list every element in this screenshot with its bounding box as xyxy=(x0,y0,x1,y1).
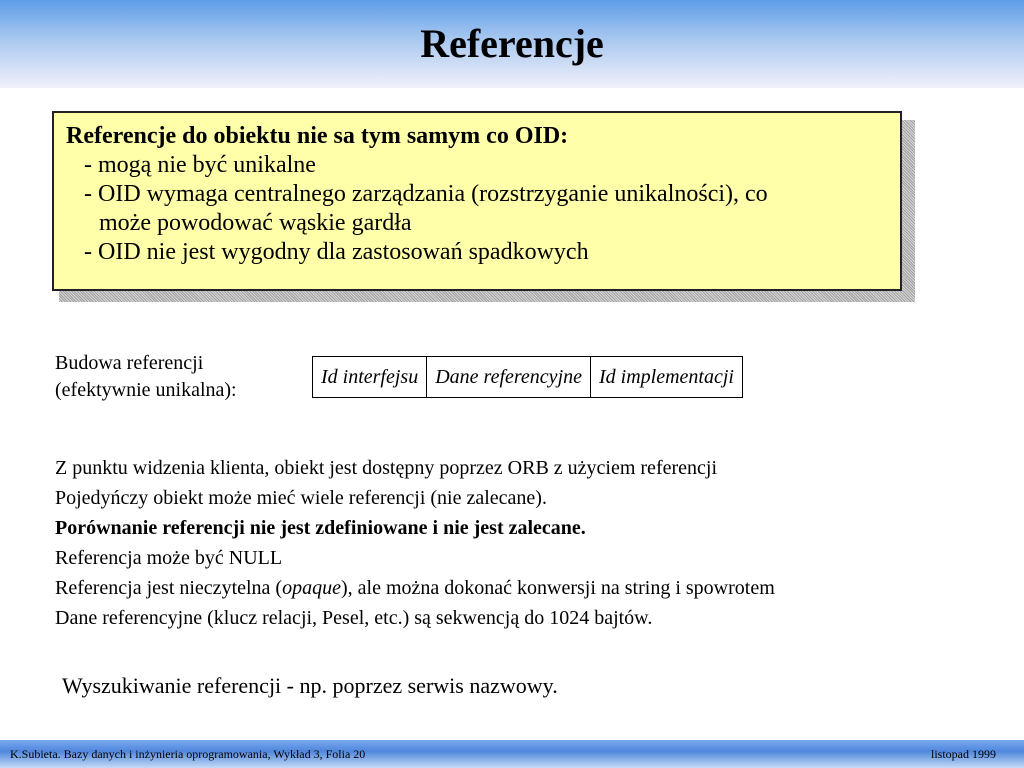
structure-label-line-2: (efektywnie unikalna): xyxy=(55,379,237,401)
structure-label-line-1: Budowa referencji xyxy=(55,352,204,374)
callout-item-1: - mogą nie być unikalne xyxy=(84,152,316,178)
slide-title: Referencje xyxy=(420,21,604,66)
body-line-2: Pojedyńczy obiekt może mieć wiele referencji (nie zalecane). xyxy=(55,487,547,509)
footer-bar xyxy=(0,740,1024,768)
body-line-5-end: ), ale można dokonać konwersji na string i spowrotem xyxy=(340,577,775,599)
body-line-5-italic: opaque xyxy=(282,577,341,599)
body-line-1: Z punktu widzenia klienta, obiekt jest dostępny poprzez ORB z użyciem referencji xyxy=(55,457,718,479)
callout-item-2: - OID wymaga centralnego zarządzania (rozstrzyganie unikalności), co xyxy=(84,181,768,207)
callout-heading: Referencje do obiektu nie sa tym samym co OID: xyxy=(66,123,569,149)
body-line-6: Dane referencyjne (klucz relacji, Pesel, etc.) są sekwencją do 1024 bajtów. xyxy=(55,607,653,629)
reference-structure-table xyxy=(312,356,743,398)
title-bar xyxy=(0,0,1024,88)
cell-reference-data: Dane referencyjne xyxy=(427,357,591,397)
cell-implementation-id: Id implementacji xyxy=(599,365,734,388)
footer-course-info: K.Subieta. Bazy danych i inżynieria oprogramowania, Wykład 3, Folia 20 xyxy=(10,747,366,761)
body-line-4: Referencja może być NULL xyxy=(55,547,283,569)
body-line-5-start: Referencja jest nieczytelna ( xyxy=(55,577,283,599)
search-note: Wyszukiwanie referencji - np. poprzez serwis nazwowy. xyxy=(62,673,558,698)
body-line-5 xyxy=(55,573,775,603)
callout-box xyxy=(52,111,902,291)
reference-structure-label xyxy=(55,350,237,404)
cell-interface-id: Id interfejsu xyxy=(313,357,427,397)
callout-item-3: - OID nie jest wygodny dla zastosowań spadkowych xyxy=(84,239,589,265)
footer-date: listopad 1999 xyxy=(931,747,996,761)
callout-item-2-continued: może powodować wąskie gardła xyxy=(99,210,412,236)
body-text xyxy=(55,453,775,633)
body-line-3: Porównanie referencji nie jest zdefiniowane i nie jest zalecane. xyxy=(55,517,586,539)
